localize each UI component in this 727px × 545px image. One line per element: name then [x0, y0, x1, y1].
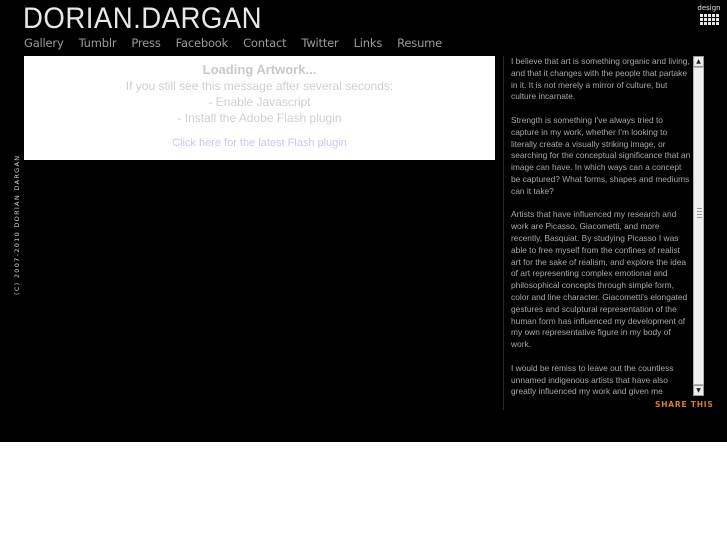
nav-facebook[interactable]: Facebook [175, 36, 229, 50]
grid-logo-icon [700, 14, 719, 25]
column-divider [503, 56, 504, 410]
artist-statement [511, 56, 691, 396]
copyright-text: (C) 2007-2010 DORIAN DARGAN [13, 154, 21, 295]
main-nav [24, 36, 457, 50]
grip-icon [697, 208, 702, 220]
bio-scrollbar[interactable] [693, 56, 704, 396]
arrow-down-icon[interactable]: ▼ [693, 385, 704, 396]
design-badge[interactable] [697, 4, 721, 25]
nav-twitter[interactable]: Twitter [301, 36, 339, 50]
nav-contact[interactable]: Contact [243, 36, 287, 50]
nav-gallery[interactable]: Gallery [24, 36, 64, 50]
share-this-link[interactable]: SHARE THIS [655, 400, 714, 409]
nav-press[interactable]: Press [131, 36, 161, 50]
flash-content-area [24, 56, 495, 160]
nav-links[interactable]: Links [353, 36, 383, 50]
install-flash-text: - Install the Adobe Flash plugin [177, 111, 342, 125]
nav-tumblr[interactable]: Tumblr [78, 36, 117, 50]
bio-paragraph: I believe that art is something organic and living, and that it changes with the people that partake in it. It is not merely a mirror of culture, but culture incarnate. [511, 56, 690, 102]
arrow-up-icon[interactable]: ▲ [693, 56, 704, 67]
nav-resume[interactable]: Resume [397, 36, 443, 50]
bio-paragraph: I would be remiss to leave out the countless unnamed indigenous artists that have also greatly influenced my work and given me [511, 362, 674, 396]
scroll-thumb[interactable] [693, 67, 704, 385]
site-logo[interactable]: DORIAN.DARGAN [23, 2, 263, 35]
badge-label: design [697, 4, 721, 12]
enable-javascript-text: - Enable Javascript [208, 95, 311, 109]
loading-message: If you still see this message after several seconds: [125, 79, 394, 93]
loading-title: Loading Artwork... [202, 62, 317, 77]
bio-paragraph: Artists that have influenced my research and work are Picasso, Giacometti, and more recently, Basquiat. By studying Picasso I was able to free myself from the confines of realist art for the sake of realism, and explore the idea of art representing complex emotional and philosophical concepts through simple form, color and line character. Giacometti's elongated gestures and sculptural representation of the human form has influenced my development of my own representative figure in my body of work. [511, 209, 688, 350]
flash-plugin-link[interactable]: Click here for the latest Flash plugin [172, 137, 347, 149]
bio-paragraph: Strength is something I've always tried to capture in my work, whether I'm looking to literally create a visually striking image, or searching for the conceptual significance that an image can have. In which ways can a concept be captured? What forms, shapes and mediums can it take? [511, 114, 691, 196]
